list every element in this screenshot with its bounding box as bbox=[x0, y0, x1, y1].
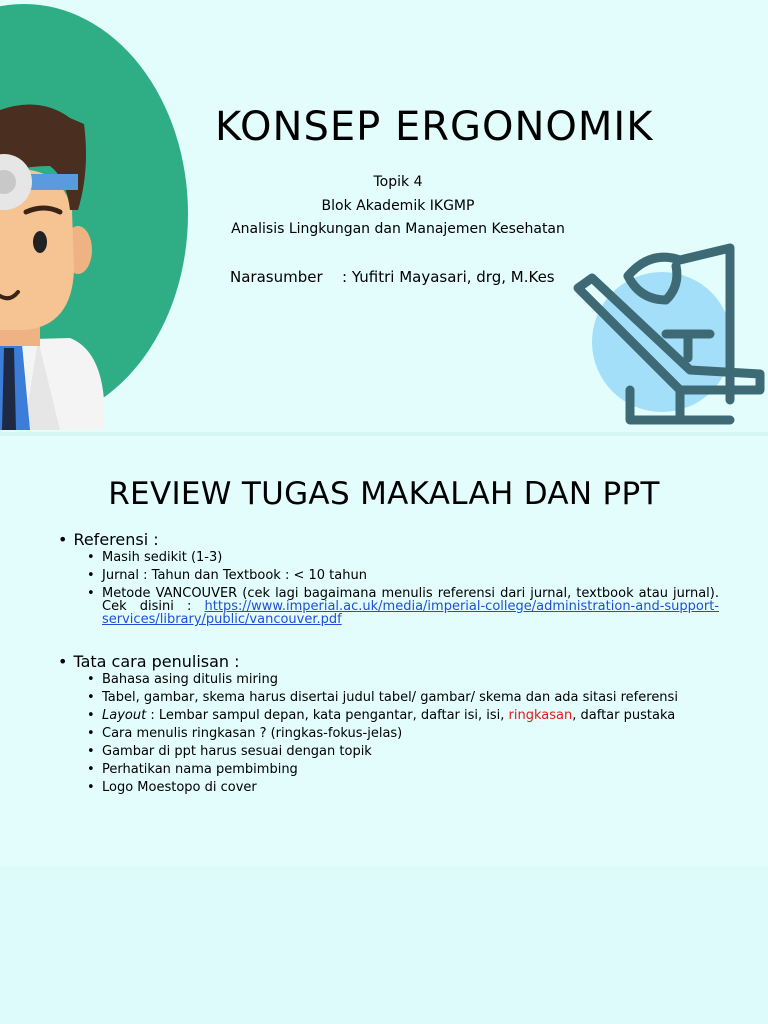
list-item: • Gambar di ppt harus sesuai dengan topik bbox=[86, 745, 719, 758]
list-item: • Jurnal : Tahun dan Textbook : < 10 tahun bbox=[86, 569, 719, 582]
speaker-label: Narasumber bbox=[230, 268, 323, 286]
course-text: Analisis Lingkungan dan Manajemen Kesehatan bbox=[231, 221, 565, 237]
list-item: • Cara menulis ringkasan ? (ringkas-fokus-jelas) bbox=[86, 727, 719, 740]
vancouver-link[interactable]: https://www.imperial.ac.uk/media/imperial-college/administration-and-support-services/library/public/vancouver.pdf bbox=[102, 599, 719, 627]
vancouver-text: Metode VANCOUVER (cek lagi bagaimana menulis referensi dari jurnal, textbook atau jurnal). Cek disini : bbox=[102, 586, 719, 614]
list-item: • Masih sedikit (1-3) bbox=[86, 551, 719, 564]
list-item: • Logo Moestopo di cover bbox=[86, 781, 719, 794]
title-slide bbox=[0, 0, 768, 432]
list-item bbox=[86, 587, 719, 626]
layout-word: Layout bbox=[102, 708, 147, 723]
slide-title: KONSEP ERGONOMIK bbox=[215, 104, 654, 150]
review-slide bbox=[0, 436, 768, 866]
ringkasan-highlight: ringkasan bbox=[508, 708, 573, 723]
doctor-illustration bbox=[0, 100, 110, 430]
section-heading-tata-cara: • Tata cara penulisan : bbox=[58, 652, 240, 671]
page-bottom-area bbox=[0, 866, 768, 1024]
list-item: • Perhatikan nama pembimbing bbox=[86, 763, 719, 776]
layout-text: : Lembar sampul depan, kata pengantar, daftar isi, isi, bbox=[146, 708, 509, 723]
layout-tail: , daftar pustaka bbox=[572, 708, 676, 723]
speaker-line bbox=[230, 268, 555, 286]
section-heading-referensi: • Referensi : bbox=[58, 530, 159, 549]
speaker-name: : Yufitri Mayasari, drg, M.Kes bbox=[342, 268, 555, 286]
topic-text: Topik 4 bbox=[373, 174, 423, 190]
block-text: Blok Akademik IKGMP bbox=[321, 198, 475, 214]
review-title: REVIEW TUGAS MAKALAH DAN PPT bbox=[108, 476, 660, 512]
list-item: • Tabel, gambar, skema harus disertai judul tabel/ gambar/ skema dan ada sitasi referensi bbox=[86, 691, 719, 704]
list-item: • Bahasa asing ditulis miring bbox=[86, 673, 719, 686]
list-item bbox=[86, 709, 719, 722]
tata-cara-list bbox=[86, 673, 719, 799]
referensi-list bbox=[86, 551, 719, 631]
dental-chair-icon bbox=[570, 240, 768, 432]
